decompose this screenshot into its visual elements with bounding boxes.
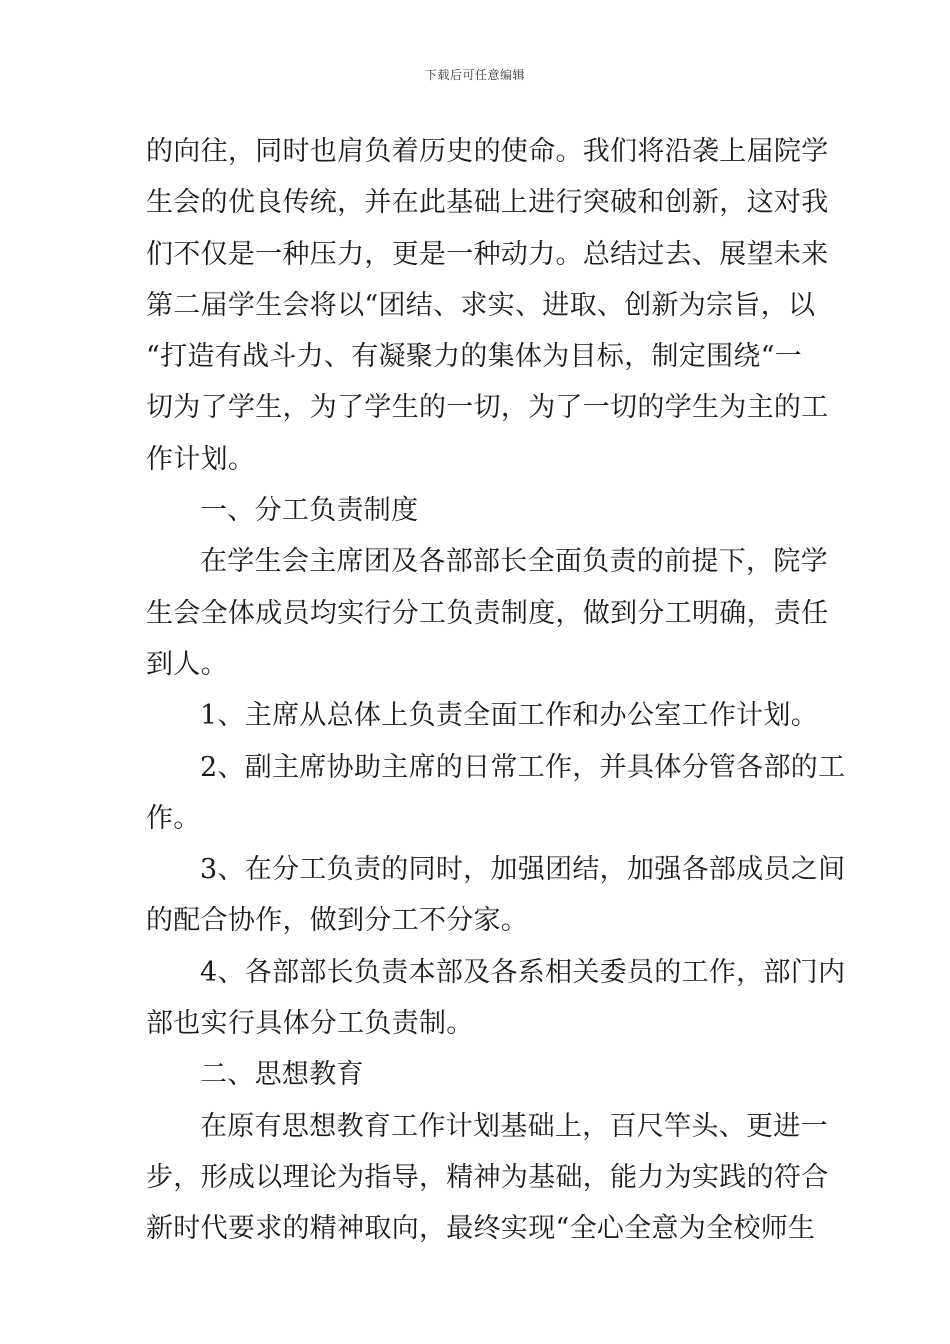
text-line: “打造有战斗力、有凝聚力的集体为目标，制定围绕“一 xyxy=(146,341,803,373)
text-line: 部也实行具体分工负责制。 xyxy=(146,1008,474,1040)
text-line: 的配合协作，做到分工不分家。 xyxy=(146,905,529,937)
document-body xyxy=(146,126,846,1255)
section-heading: 二、思想教育 xyxy=(200,1059,364,1091)
header-note: 下载后可任意编辑 xyxy=(424,68,525,82)
list-item: 4、各部部长负责本部及各系相关委员的工作，部门内 xyxy=(200,956,846,988)
text-line: 们不仅是一种压力，更是一种动力。总结过去、展望未来 xyxy=(146,238,829,270)
text-line: 切为了学生，为了学生的一切，为了一切的学生为主的工 xyxy=(146,392,829,424)
section-heading: 一、分工负责制度 xyxy=(200,495,419,527)
text-line: 作。 xyxy=(146,802,201,834)
text-line: 第二届学生会将以“团结、求实、进取、创新为宗旨，以 xyxy=(146,289,816,321)
text-line: 生会全体成员均实行分工负责制度，做到分工明确，责任 xyxy=(146,597,829,629)
list-item: 1、主席从总体上负责全面工作和办公室工作计划。 xyxy=(200,700,819,732)
list-item: 3、在分工负责的同时，加强团结，加强各部成员之间 xyxy=(200,854,846,886)
text-line: 在原有思想教育工作计划基础上，百尺竿头、更进一 xyxy=(200,1110,828,1142)
text-line: 在学生会主席团及各部部长全面负责的前提下，院学 xyxy=(200,546,828,578)
text-line: 到人。 xyxy=(146,648,228,680)
text-line: 新时代要求的精神取向，最终实现“全心全意为全校师生 xyxy=(146,1213,816,1245)
text-line: 作计划。 xyxy=(146,443,256,475)
list-item: 2、副主席协助主席的日常工作，并具体分管各部的工 xyxy=(200,751,846,783)
text-line: 生会的优良传统，并在此基础上进行突破和创新，这对我 xyxy=(146,187,829,219)
text-line: 的向往，同时也肩负着历史的使命。我们将沿袭上届院学 xyxy=(146,136,829,167)
text-line: 步，形成以理论为指导，精神为基础，能力为实践的符合 xyxy=(146,1161,829,1193)
